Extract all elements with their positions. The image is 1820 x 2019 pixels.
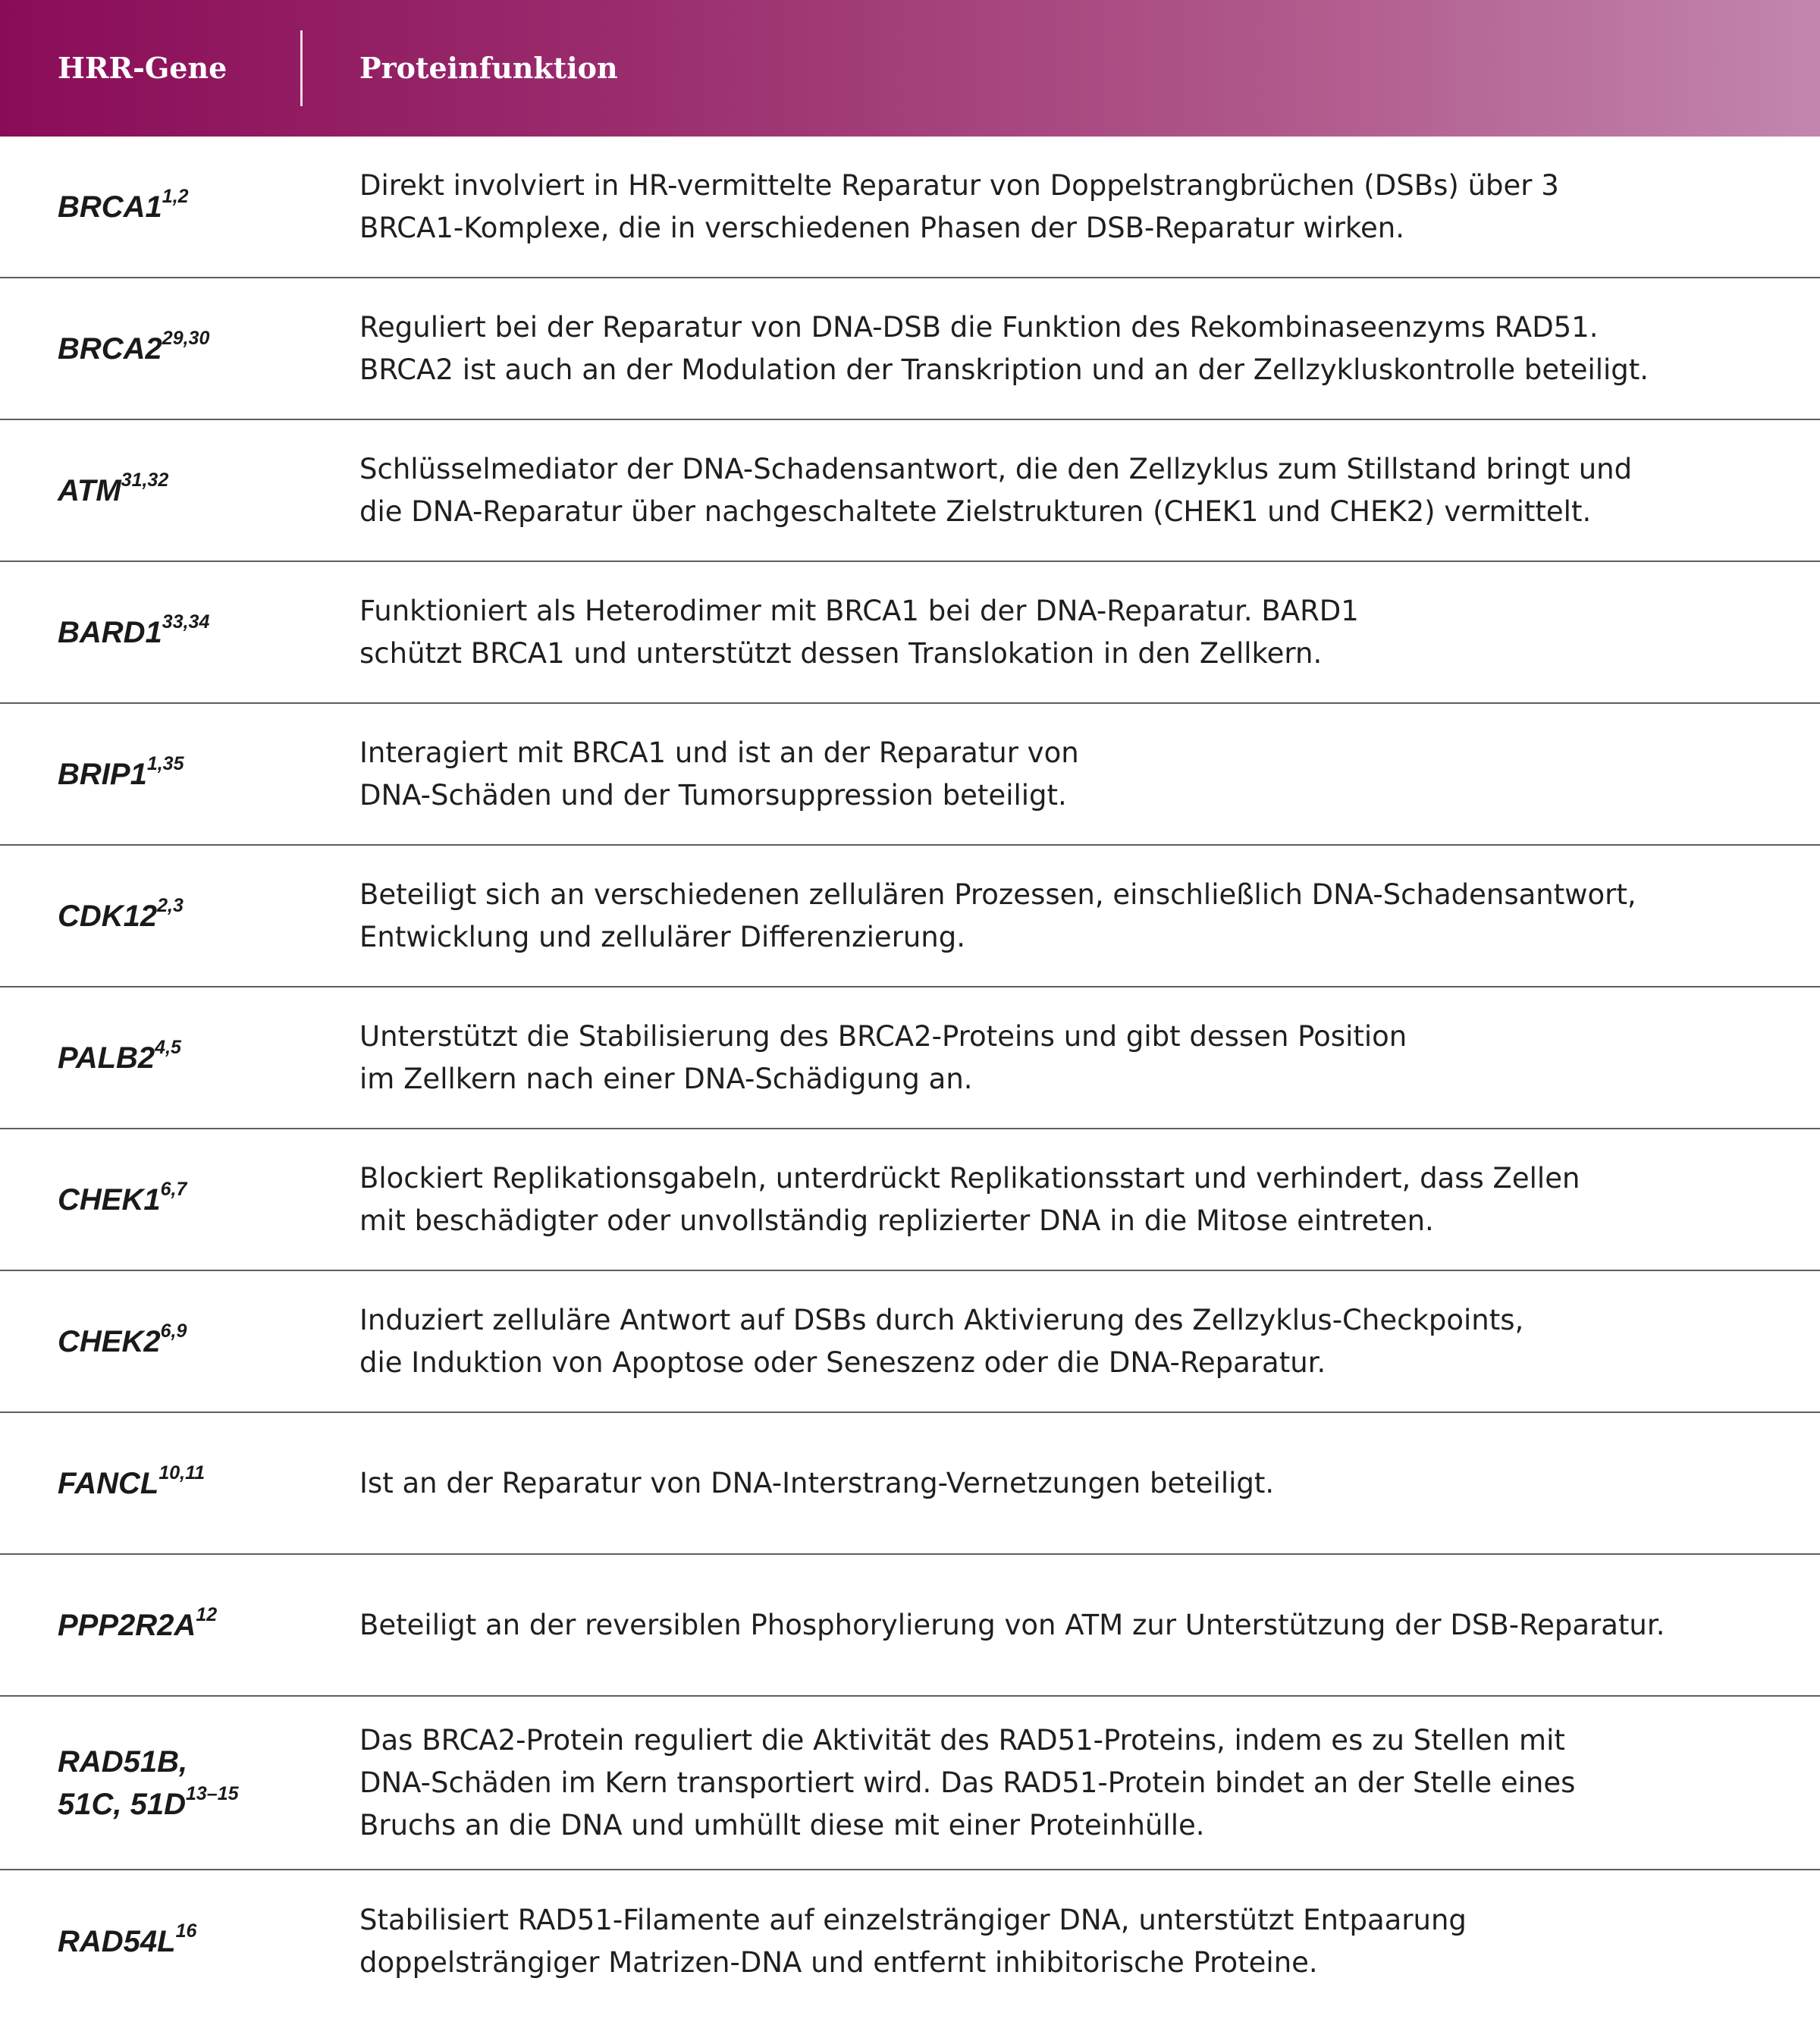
gene-name xyxy=(58,1604,217,1647)
protein-function-line: Stabilisiert RAD51-Filamente auf einzelsträngiger DNA, unterstützt Entpaarung xyxy=(359,1903,1467,1936)
gene-name-part: BRCA2 xyxy=(58,331,162,366)
gene-cell xyxy=(58,278,346,419)
reference-superscript: 4,5 xyxy=(155,1037,181,1059)
protein-function-line: Interagiert mit BRCA1 und ist an der Reparatur von xyxy=(359,736,1079,769)
gene-cell xyxy=(58,562,346,702)
reference-superscript: 10,11 xyxy=(158,1462,206,1484)
reference-superscript: 13–15 xyxy=(185,1783,239,1805)
reference-superscript: 16 xyxy=(175,1920,197,1942)
gene-name-part: BRCA1 xyxy=(58,190,162,224)
gene-cell xyxy=(58,420,346,560)
table-row xyxy=(0,1129,1820,1271)
table-body xyxy=(0,137,1820,2012)
protein-function-cell xyxy=(359,846,1774,986)
gene-name xyxy=(58,1920,196,1963)
protein-function-cell xyxy=(359,704,1774,844)
gene-cell xyxy=(58,1413,346,1553)
gene-name-part: ATM xyxy=(58,473,121,507)
protein-function-line: Beteiligt an der reversiblen Phosphorylierung von ATM zur Unterstützung der DSB-Reparatur. xyxy=(359,1608,1665,1641)
protein-function-line: Beteiligt sich an verschiedenen zellulären Prozessen, einschließlich DNA-Schadensantwort, xyxy=(359,878,1636,911)
table-row xyxy=(0,420,1820,562)
gene-name xyxy=(58,753,184,796)
gene-name xyxy=(58,611,209,654)
reference-superscript: 33,34 xyxy=(162,611,210,633)
protein-function-cell xyxy=(359,1413,1774,1553)
protein-function-line: Ist an der Reparatur von DNA-Interstrang-Vernetzungen beteiligt. xyxy=(359,1466,1275,1499)
gene-cell xyxy=(58,988,346,1128)
reference-superscript: 2,3 xyxy=(157,895,184,917)
protein-function-line: Entwicklung und zellulärer Differenzierung. xyxy=(359,920,965,953)
table-row xyxy=(0,278,1820,420)
table-row xyxy=(0,1555,1820,1697)
protein-function-cell xyxy=(359,562,1774,702)
gene-name-part: CHEK2 xyxy=(58,1324,161,1358)
protein-function-line: DNA-Schäden im Kern transportiert wird. Das RAD51-Protein bindet an der Stelle eines xyxy=(359,1766,1576,1799)
gene-cell xyxy=(58,137,346,277)
gene-name xyxy=(58,186,189,228)
gene-name xyxy=(58,1741,239,1826)
table-row xyxy=(0,562,1820,704)
protein-function-line: Induziert zelluläre Antwort auf DSBs durch Aktivierung des Zellzyklus-Checkpoints, xyxy=(359,1303,1524,1336)
gene-name xyxy=(58,1320,187,1363)
table-row xyxy=(0,1697,1820,1870)
protein-function-cell xyxy=(359,1271,1774,1411)
protein-function-cell xyxy=(359,1555,1774,1695)
gene-name xyxy=(58,1462,205,1505)
gene-name-part: 51C, 51D xyxy=(58,1787,186,1821)
gene-name-part: RAD51B, xyxy=(58,1744,188,1779)
gene-cell xyxy=(58,1870,346,2012)
protein-function-line: mit beschädigter oder unvollständig replizierter DNA in die Mitose eintreten. xyxy=(359,1204,1434,1237)
gene-cell xyxy=(58,1271,346,1411)
reference-superscript: 29,30 xyxy=(162,328,210,350)
protein-function-line: Direkt involviert in HR-vermittelte Reparatur von Doppelstrangbrüchen (DSBs) über 3 xyxy=(359,168,1559,202)
gene-name xyxy=(58,1179,187,1221)
gene-name-part: BARD1 xyxy=(58,615,162,649)
table-row xyxy=(0,1413,1820,1555)
protein-function-line: Das BRCA2-Protein reguliert die Aktivität des RAD51-Proteins, indem es zu Stellen mit xyxy=(359,1723,1565,1757)
protein-function-line: Reguliert bei der Reparatur von DNA-DSB die Funktion des Rekombinaseenzyms RAD51. xyxy=(359,310,1599,344)
protein-function-line: doppelsträngiger Matrizen-DNA und entfernt inhibitorische Proteine. xyxy=(359,1945,1318,1979)
protein-function-cell xyxy=(359,1870,1774,2012)
gene-name xyxy=(58,328,209,370)
reference-superscript: 1,2 xyxy=(162,186,189,208)
gene-cell xyxy=(58,846,346,986)
reference-superscript: 31,32 xyxy=(121,469,169,491)
protein-function-line: Funktioniert als Heterodimer mit BRCA1 bei der DNA-Reparatur. BARD1 xyxy=(359,594,1359,627)
gene-name-part: BRIP1 xyxy=(58,757,147,791)
protein-function-cell xyxy=(359,420,1774,560)
reference-superscript: 12 xyxy=(196,1604,218,1626)
protein-function-line: DNA-Schäden und der Tumorsuppression beteiligt. xyxy=(359,778,1067,812)
protein-function-cell xyxy=(359,278,1774,419)
gene-name-part: RAD54L xyxy=(58,1924,176,1958)
table-row xyxy=(0,1870,1820,2012)
protein-function-line: im Zellkern nach einer DNA-Schädigung an. xyxy=(359,1062,973,1095)
protein-function-line: BRCA2 ist auch an der Modulation der Transkription und an der Zellzykluskontrolle beteiligt. xyxy=(359,353,1649,386)
protein-function-cell xyxy=(359,1129,1774,1270)
reference-superscript: 6,7 xyxy=(160,1179,187,1201)
table-row xyxy=(0,846,1820,988)
gene-name-part: CDK12 xyxy=(58,899,158,933)
gene-cell xyxy=(58,1697,346,1869)
protein-function-line: die Induktion von Apoptose oder Seneszenz oder die DNA-Reparatur. xyxy=(359,1345,1326,1379)
protein-function-line: Unterstützt die Stabilisierung des BRCA2-Proteins und gibt dessen Position xyxy=(359,1019,1407,1053)
table-row xyxy=(0,704,1820,846)
protein-function-line: Bruchs an die DNA und umhüllt diese mit einer Proteinhülle. xyxy=(359,1808,1205,1842)
protein-function-line: Blockiert Replikationsgabeln, unterdrückt Replikationsstart und verhindert, dass Zellen xyxy=(359,1161,1580,1195)
gene-name-part: PPP2R2A xyxy=(58,1608,196,1642)
header-protein-function: Proteinfunktion xyxy=(359,51,618,85)
gene-name xyxy=(58,895,184,937)
reference-superscript: 6,9 xyxy=(160,1320,187,1342)
gene-cell xyxy=(58,1129,346,1270)
protein-function-cell xyxy=(359,1697,1774,1869)
table-row xyxy=(0,1271,1820,1413)
protein-function-cell xyxy=(359,137,1774,277)
header-hrr-gene: HRR-Gene xyxy=(58,51,228,85)
protein-function-line: die DNA-Reparatur über nachgeschaltete Zielstrukturen (CHEK1 und CHEK2) vermittelt. xyxy=(359,495,1592,528)
protein-function-line: schützt BRCA1 und unterstützt dessen Translokation in den Zellkern. xyxy=(359,636,1323,670)
gene-name xyxy=(58,1037,181,1079)
table-header xyxy=(0,0,1820,137)
protein-function-cell xyxy=(359,988,1774,1128)
gene-cell xyxy=(58,704,346,844)
gene-name xyxy=(58,469,168,512)
header-divider xyxy=(300,30,303,106)
reference-superscript: 1,35 xyxy=(146,753,184,775)
gene-name-part: FANCL xyxy=(58,1466,159,1500)
gene-name-part: PALB2 xyxy=(58,1041,155,1075)
gene-name-part: CHEK1 xyxy=(58,1182,161,1217)
gene-cell xyxy=(58,1555,346,1695)
table-row xyxy=(0,988,1820,1129)
protein-function-line: BRCA1-Komplexe, die in verschiedenen Phasen der DSB-Reparatur wirken. xyxy=(359,211,1404,244)
protein-function-line: Schlüsselmediator der DNA-Schadensantwort, die den Zellzyklus zum Stillstand bringt und xyxy=(359,452,1633,485)
table-row xyxy=(0,137,1820,278)
